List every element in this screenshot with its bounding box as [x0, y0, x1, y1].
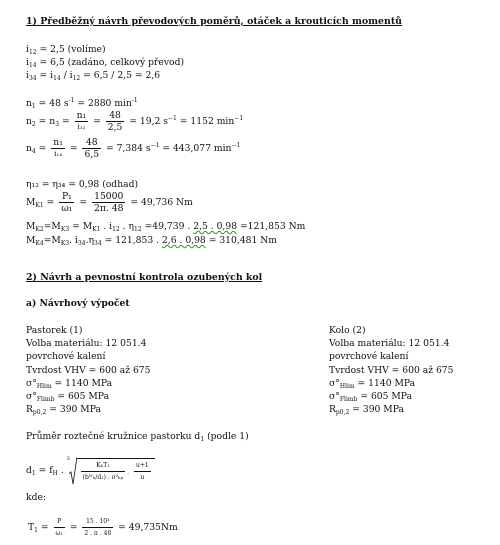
- wheel-rp: $R_{p0,2} = 390$ MPa: [329, 404, 404, 416]
- t1-equation: $T_1$ = $\frac{P}{\text{ω₁}}$ = $\frac{\text{15 . 10³}}{2 . \pi . 48}$ = 49,735Nm: [28, 518, 178, 537]
- i12-line: $i_{12} = 2,5$ (volíme): [26, 44, 106, 56]
- mk4-line: $M_{K4}=M_{K3}$. $i_{34}.\eta_{34} = 121,853$ . 2,6 . 0,98 = 310,481 Nm: [26, 235, 277, 247]
- kde-label: kde:: [26, 492, 46, 503]
- pinion-treatment: povrchové kalení: [26, 351, 106, 362]
- radical-sign: [69, 457, 77, 485]
- wheel-sigma-f: $\sigma^\circ_{Flimb} = 605$ MPa: [329, 391, 413, 403]
- n4-fraction-values: $\frac{48}{6,5}$: [84, 137, 100, 160]
- i14-line: $i_{14} = 6,5$ (zadáno, celkový převod): [26, 57, 185, 69]
- n2-fraction-values: $\frac{48}{2,5}$: [107, 110, 123, 133]
- wheel-hardness: Tvrdost VHV = 600 až 675: [329, 365, 454, 376]
- t1-fraction: $\frac{P}{\text{ω₁}}$: [55, 518, 63, 537]
- n2-fraction: $\frac{\text{n₁}}{\text{i₁₂}}$: [76, 110, 87, 131]
- root-fraction: $\frac{\text{KₕT₁}}{\text{(bᵂₕ/d₁) . σ²ₕₚ}}$: [82, 462, 124, 481]
- section-2-heading: 2) Návrh a pevnostní kontrola ozubených kol: [26, 272, 263, 283]
- wheel-sigma-h: $\sigma^\circ_{Hlim} = 1140$ MPa: [329, 378, 416, 390]
- n1-line: $n_1 = 48$ $s^{-1} = 2880$ $\min^{-1}$: [26, 97, 138, 110]
- mk2-line: $M_{K2}=M_{K3} = M_{K1}$ . $i_{12}$ . $\eta_{12} =49,739$ . 2,5 . 0,98 =121,853 Nm: [26, 221, 306, 233]
- pinion-title: Pastorek (1): [26, 325, 83, 336]
- pinion-material: Volba materiálu: 12 051.4: [26, 338, 147, 349]
- mk1-equation: $M_{K1}$ = $\frac{\text{P₁}}{\text{ω₁}}$ = $\frac{15000}{2\pi. 48}$ = 49,736 Nm: [26, 191, 193, 214]
- pinion-hardness: Tvrdost VHV = 600 až 675: [26, 365, 151, 376]
- wheel-treatment: povrchové kalení: [329, 351, 409, 362]
- wheel-material: Volba materiálu: 12 051.4: [329, 338, 450, 349]
- pinion-sigma-h: $\sigma^\circ_{Hlim} = 1140$ MPa: [26, 378, 113, 390]
- section-2a-heading: a) Návrhový výpočet: [26, 298, 130, 309]
- mk1-fraction: $\frac{\text{P₁}}{\text{ω₁}}$: [61, 191, 73, 214]
- mk1-fraction-values: $\frac{15000}{2\pi. 48}$: [94, 191, 124, 214]
- d1-equation: $d_1 = f_H$ . 3 $\frac{\text{KₕT₁}}{\text{(bᵂₕ/d₁) . σ²ₕₚ}}$ . $\frac{u+1}{u}$: [26, 458, 155, 483]
- wheel-title: Kolo (2): [329, 325, 366, 336]
- t1-fraction-values: $\frac{\text{15 . 10³}}{2 . \pi . 48}$: [84, 518, 112, 537]
- section-1-heading: 1) Předběžný návrh převodových poměrů, otáček a krouticích momentů: [26, 16, 402, 27]
- n4-equation: $n_4$ = $\frac{\text{n₁}}{\text{i₁₄}}$ = $\frac{48}{6,5}$ = 7,384 $s^{-1} = 443,077$ $\min^{-1}$: [26, 137, 241, 160]
- cube-root: 3 $\frac{\text{KₕT₁}}{\text{(bᵂₕ/d₁) . σ²ₕₚ}}$ . $\frac{u+1}{u}$: [67, 458, 155, 483]
- n4-fraction: $\frac{\text{n₁}}{\text{i₁₄}}$: [53, 137, 63, 158]
- i34-line: $i_{34} = i_{14} / i_{12} = 6,5 / 2,5 = 2,6$: [26, 70, 161, 82]
- eta-line: η₁₂ = η₃₄ = 0,98 (odhad): [26, 179, 139, 190]
- diameter-line: Průměr roztečné kružnice pastorku $d_1$ (podle 1): [26, 431, 249, 443]
- pinion-sigma-f: $\sigma^\circ_{Flimb} = 605$ MPa: [26, 391, 110, 403]
- root-fraction-u: $\frac{u+1}{u}$: [136, 462, 149, 481]
- pinion-rp: $R_{p0,2} = 390$ MPa: [26, 404, 101, 416]
- n2-equation: $n_2 = n_3$ = $\frac{\text{n₁}}{\text{i₁₂}}$ = $\frac{48}{2,5}$ = 19,2 $s^{-1} = 1152$ $\min^{-1}$: [26, 110, 244, 133]
